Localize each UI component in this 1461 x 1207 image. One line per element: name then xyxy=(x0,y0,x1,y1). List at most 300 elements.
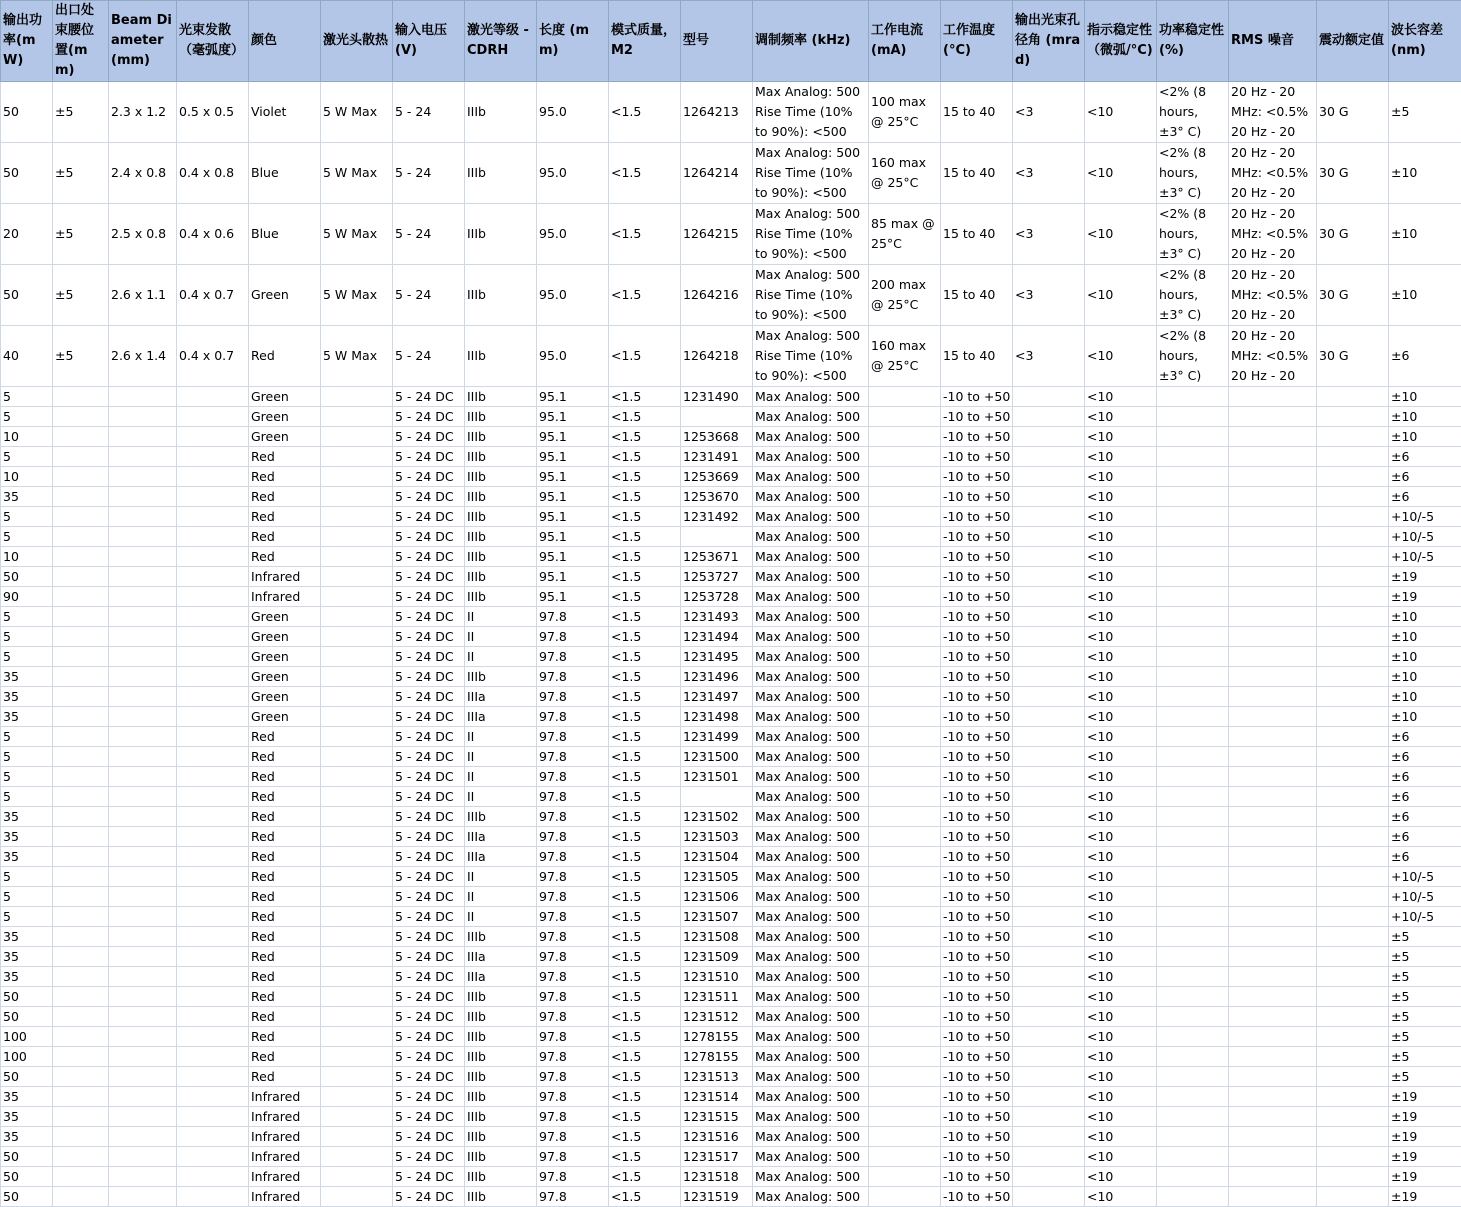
table-cell[interactable]: <1.5 xyxy=(609,867,681,887)
table-cell[interactable]: <10 xyxy=(1085,1067,1157,1087)
table-cell[interactable] xyxy=(1157,967,1229,987)
table-cell[interactable] xyxy=(1013,82,1085,143)
table-cell[interactable]: 5 - 24 DC xyxy=(393,827,465,847)
table-cell[interactable]: Green xyxy=(249,667,321,687)
table-cell[interactable]: 1231517 xyxy=(681,1147,753,1167)
table-cell[interactable]: ±5 xyxy=(1389,1067,1461,1087)
table-cell[interactable] xyxy=(53,887,109,907)
table-cell[interactable] xyxy=(1317,887,1389,907)
table-cell[interactable]: IIIb xyxy=(465,807,537,827)
table-cell[interactable]: Green xyxy=(249,607,321,627)
table-cell[interactable]: 5 - 24 DC xyxy=(393,647,465,667)
table-cell[interactable]: +10/-5 xyxy=(1389,507,1461,527)
table-cell[interactable]: Max Analog: 500 xyxy=(753,507,869,527)
table-cell[interactable] xyxy=(53,1087,109,1107)
column-header[interactable]: 激光等级 - CDRH xyxy=(465,1,537,82)
table-cell[interactable] xyxy=(321,265,393,326)
table-cell[interactable] xyxy=(1317,1187,1389,1207)
table-cell[interactable]: -10 to +50 xyxy=(941,987,1013,1007)
table-cell[interactable]: ±5 xyxy=(1389,927,1461,947)
table-cell[interactable] xyxy=(1157,807,1229,827)
table-cell[interactable] xyxy=(869,1107,941,1127)
table-cell[interactable]: 95.1 xyxy=(537,507,609,527)
table-cell[interactable]: ±5 xyxy=(1389,1007,1461,1027)
table-cell[interactable] xyxy=(1229,987,1317,1007)
table-cell[interactable] xyxy=(53,567,109,587)
table-cell[interactable] xyxy=(681,143,753,204)
table-cell[interactable] xyxy=(1317,326,1389,387)
table-cell[interactable]: <10 xyxy=(1085,807,1157,827)
table-cell[interactable] xyxy=(1157,867,1229,887)
table-cell[interactable] xyxy=(465,204,537,265)
table-cell[interactable]: 5 xyxy=(1,407,53,427)
table-cell[interactable]: <10 xyxy=(1085,1167,1157,1187)
table-cell[interactable] xyxy=(1013,1087,1085,1107)
table-cell[interactable]: 35 xyxy=(1,847,53,867)
table-cell[interactable]: 97.8 xyxy=(537,987,609,1007)
table-cell[interactable] xyxy=(1013,527,1085,547)
table-cell[interactable]: <1.5 xyxy=(609,787,681,807)
table-cell[interactable] xyxy=(1229,1187,1317,1207)
table-cell[interactable]: 1231510 xyxy=(681,967,753,987)
table-cell[interactable]: 5 - 24 DC xyxy=(393,1187,465,1207)
table-cell[interactable] xyxy=(177,667,249,687)
table-cell[interactable] xyxy=(537,204,609,265)
table-cell[interactable]: 35 xyxy=(1,667,53,687)
table-cell[interactable] xyxy=(1317,407,1389,427)
table-cell[interactable] xyxy=(1229,747,1317,767)
table-cell[interactable] xyxy=(1229,143,1317,204)
table-cell[interactable] xyxy=(869,907,941,927)
column-header[interactable]: 功率稳定性 (%) xyxy=(1157,1,1229,82)
table-cell[interactable] xyxy=(1157,627,1229,647)
table-cell[interactable]: Max Analog: 500 xyxy=(753,527,869,547)
table-cell[interactable]: -10 to +50 xyxy=(941,767,1013,787)
table-cell[interactable] xyxy=(321,947,393,967)
table-cell[interactable]: <1.5 xyxy=(609,507,681,527)
table-cell[interactable]: ±10 xyxy=(1389,627,1461,647)
table-cell[interactable] xyxy=(321,326,393,387)
table-cell[interactable] xyxy=(53,867,109,887)
table-cell[interactable] xyxy=(1317,967,1389,987)
table-cell[interactable]: 10 xyxy=(1,427,53,447)
table-cell[interactable] xyxy=(869,867,941,887)
table-cell[interactable] xyxy=(1013,587,1085,607)
table-cell[interactable] xyxy=(537,82,609,143)
table-cell[interactable] xyxy=(1013,1187,1085,1207)
table-cell[interactable] xyxy=(109,467,177,487)
table-cell[interactable] xyxy=(1085,265,1157,326)
table-cell[interactable]: 95.1 xyxy=(537,447,609,467)
table-cell[interactable] xyxy=(869,1087,941,1107)
table-cell[interactable]: ±6 xyxy=(1389,727,1461,747)
table-cell[interactable] xyxy=(1317,82,1389,143)
table-cell[interactable] xyxy=(53,987,109,1007)
table-cell[interactable]: 5 - 24 DC xyxy=(393,887,465,907)
table-cell[interactable]: IIIb xyxy=(465,1147,537,1167)
table-cell[interactable]: ±6 xyxy=(1389,487,1461,507)
table-cell[interactable] xyxy=(869,847,941,867)
table-cell[interactable]: 1231494 xyxy=(681,627,753,647)
table-cell[interactable] xyxy=(177,887,249,907)
table-cell[interactable]: Red xyxy=(249,927,321,947)
table-cell[interactable]: <10 xyxy=(1085,567,1157,587)
table-cell[interactable] xyxy=(1013,1107,1085,1127)
table-cell[interactable] xyxy=(53,326,109,387)
table-cell[interactable] xyxy=(1157,907,1229,927)
table-cell[interactable] xyxy=(1229,326,1317,387)
table-cell[interactable] xyxy=(53,1007,109,1027)
table-cell[interactable]: IIIb xyxy=(465,387,537,407)
table-cell[interactable]: ±19 xyxy=(1389,1147,1461,1167)
table-cell[interactable]: 35 xyxy=(1,807,53,827)
table-cell[interactable]: 100 xyxy=(1,1027,53,1047)
table-cell[interactable] xyxy=(1013,927,1085,947)
table-cell[interactable]: Max Analog: 500 xyxy=(753,907,869,927)
table-cell[interactable]: IIIb xyxy=(465,987,537,1007)
table-cell[interactable]: 50 xyxy=(1,567,53,587)
table-cell[interactable] xyxy=(53,427,109,447)
table-cell[interactable]: <10 xyxy=(1085,947,1157,967)
table-cell[interactable]: IIIb xyxy=(465,1167,537,1187)
table-cell[interactable]: 5 - 24 DC xyxy=(393,547,465,567)
table-cell[interactable]: <10 xyxy=(1085,587,1157,607)
table-cell[interactable]: 5 xyxy=(1,787,53,807)
table-cell[interactable] xyxy=(1013,687,1085,707)
table-cell[interactable]: 97.8 xyxy=(537,1187,609,1207)
table-cell[interactable]: ±6 xyxy=(1389,787,1461,807)
table-cell[interactable]: -10 to +50 xyxy=(941,1107,1013,1127)
table-cell[interactable] xyxy=(321,627,393,647)
table-cell[interactable]: IIIa xyxy=(465,947,537,967)
table-cell[interactable]: 1231503 xyxy=(681,827,753,847)
table-cell[interactable] xyxy=(681,265,753,326)
table-cell[interactable] xyxy=(321,727,393,747)
table-cell[interactable]: <1.5 xyxy=(609,687,681,707)
table-cell[interactable]: -10 to +50 xyxy=(941,1127,1013,1147)
table-cell[interactable]: <1.5 xyxy=(609,1107,681,1127)
table-cell[interactable] xyxy=(941,326,1013,387)
table-cell[interactable] xyxy=(53,707,109,727)
table-cell[interactable]: <1.5 xyxy=(609,1147,681,1167)
table-cell[interactable]: Max Analog: 500 xyxy=(753,647,869,667)
table-cell[interactable]: Max Analog: 500 xyxy=(753,1047,869,1067)
table-cell[interactable] xyxy=(1229,607,1317,627)
table-cell[interactable]: <1.5 xyxy=(609,407,681,427)
table-cell[interactable] xyxy=(109,507,177,527)
table-cell[interactable] xyxy=(1157,427,1229,447)
column-header[interactable]: 震动额定值 xyxy=(1317,1,1389,82)
table-cell[interactable] xyxy=(393,143,465,204)
table-cell[interactable]: Max Analog: 500 xyxy=(753,407,869,427)
table-cell[interactable] xyxy=(1317,204,1389,265)
table-cell[interactable] xyxy=(321,527,393,547)
table-cell[interactable]: 1231519 xyxy=(681,1187,753,1207)
table-cell[interactable] xyxy=(1157,487,1229,507)
table-cell[interactable]: ±10 xyxy=(1389,647,1461,667)
table-cell[interactable]: 95.1 xyxy=(537,547,609,567)
table-cell[interactable]: <1.5 xyxy=(609,727,681,747)
table-cell[interactable]: <1.5 xyxy=(609,887,681,907)
table-cell[interactable]: 1253669 xyxy=(681,467,753,487)
table-cell[interactable] xyxy=(1317,143,1389,204)
table-cell[interactable]: <1.5 xyxy=(609,1067,681,1087)
table-cell[interactable]: <1.5 xyxy=(609,1187,681,1207)
table-cell[interactable] xyxy=(869,787,941,807)
table-cell[interactable] xyxy=(109,204,177,265)
table-cell[interactable]: 5 xyxy=(1,627,53,647)
table-cell[interactable] xyxy=(321,687,393,707)
table-cell[interactable]: 97.8 xyxy=(537,847,609,867)
table-cell[interactable]: 35 xyxy=(1,1127,53,1147)
table-cell[interactable]: -10 to +50 xyxy=(941,707,1013,727)
table-cell[interactable]: 1231497 xyxy=(681,687,753,707)
table-cell[interactable]: 1231500 xyxy=(681,747,753,767)
table-cell[interactable] xyxy=(109,767,177,787)
table-cell[interactable] xyxy=(1157,767,1229,787)
table-cell[interactable]: 1231493 xyxy=(681,607,753,627)
table-cell[interactable] xyxy=(321,867,393,887)
table-cell[interactable] xyxy=(177,607,249,627)
table-cell[interactable] xyxy=(1013,1047,1085,1067)
table-cell[interactable] xyxy=(109,1107,177,1127)
table-cell[interactable] xyxy=(1013,427,1085,447)
table-cell[interactable] xyxy=(1,326,53,387)
table-cell[interactable]: IIIb xyxy=(465,447,537,467)
table-cell[interactable]: 35 xyxy=(1,1107,53,1127)
table-cell[interactable] xyxy=(1317,1007,1389,1027)
table-cell[interactable] xyxy=(177,687,249,707)
table-cell[interactable] xyxy=(177,787,249,807)
table-cell[interactable] xyxy=(1317,947,1389,967)
table-cell[interactable] xyxy=(109,587,177,607)
table-cell[interactable] xyxy=(869,947,941,967)
table-cell[interactable] xyxy=(1317,987,1389,1007)
table-cell[interactable] xyxy=(869,687,941,707)
table-cell[interactable]: <10 xyxy=(1085,387,1157,407)
table-cell[interactable] xyxy=(1317,567,1389,587)
table-cell[interactable] xyxy=(177,1007,249,1027)
table-cell[interactable] xyxy=(1229,947,1317,967)
table-cell[interactable]: 5 - 24 DC xyxy=(393,527,465,547)
table-cell[interactable]: +10/-5 xyxy=(1389,907,1461,927)
table-cell[interactable] xyxy=(681,326,753,387)
table-cell[interactable] xyxy=(1157,827,1229,847)
table-cell[interactable] xyxy=(869,265,941,326)
table-cell[interactable]: <1.5 xyxy=(609,1047,681,1067)
table-cell[interactable] xyxy=(321,647,393,667)
table-cell[interactable]: 5 - 24 DC xyxy=(393,1007,465,1027)
table-cell[interactable] xyxy=(53,747,109,767)
table-cell[interactable] xyxy=(53,1067,109,1087)
column-header[interactable]: 工作电流 (mA) xyxy=(869,1,941,82)
table-cell[interactable]: 97.8 xyxy=(537,1087,609,1107)
table-cell[interactable] xyxy=(1013,707,1085,727)
table-cell[interactable]: 50 xyxy=(1,1147,53,1167)
table-cell[interactable] xyxy=(869,1147,941,1167)
table-cell[interactable]: 10 xyxy=(1,467,53,487)
table-cell[interactable]: <1.5 xyxy=(609,967,681,987)
table-cell[interactable] xyxy=(869,82,941,143)
table-cell[interactable]: 97.8 xyxy=(537,807,609,827)
table-cell[interactable] xyxy=(1157,607,1229,627)
table-cell[interactable]: <10 xyxy=(1085,607,1157,627)
table-cell[interactable]: Red xyxy=(249,467,321,487)
table-cell[interactable]: 5 - 24 DC xyxy=(393,1147,465,1167)
table-cell[interactable] xyxy=(1317,747,1389,767)
table-cell[interactable] xyxy=(1317,527,1389,547)
table-cell[interactable]: IIIa xyxy=(465,967,537,987)
table-cell[interactable] xyxy=(321,587,393,607)
table-cell[interactable]: IIIb xyxy=(465,467,537,487)
table-cell[interactable] xyxy=(1013,567,1085,587)
table-cell[interactable] xyxy=(53,667,109,687)
table-cell[interactable]: -10 to +50 xyxy=(941,607,1013,627)
table-cell[interactable] xyxy=(321,547,393,567)
table-cell[interactable]: Max Analog: 500 xyxy=(753,447,869,467)
table-cell[interactable] xyxy=(53,82,109,143)
table-cell[interactable]: 5 - 24 DC xyxy=(393,467,465,487)
table-cell[interactable]: 1253727 xyxy=(681,567,753,587)
table-cell[interactable] xyxy=(1229,527,1317,547)
table-cell[interactable]: ±10 xyxy=(1389,387,1461,407)
table-cell[interactable]: 5 - 24 DC xyxy=(393,767,465,787)
table-cell[interactable]: ±6 xyxy=(1389,447,1461,467)
table-cell[interactable] xyxy=(109,567,177,587)
table-cell[interactable] xyxy=(537,265,609,326)
table-cell[interactable]: Infrared xyxy=(249,1187,321,1207)
table-cell[interactable]: 1253671 xyxy=(681,547,753,567)
table-cell[interactable]: <1.5 xyxy=(609,1007,681,1027)
table-cell[interactable]: <1.5 xyxy=(609,1087,681,1107)
table-cell[interactable] xyxy=(53,627,109,647)
table-cell[interactable]: <1.5 xyxy=(609,1127,681,1147)
table-cell[interactable]: Green xyxy=(249,647,321,667)
table-cell[interactable]: <10 xyxy=(1085,447,1157,467)
table-cell[interactable] xyxy=(1389,82,1461,143)
table-cell[interactable] xyxy=(393,204,465,265)
table-cell[interactable]: IIIb xyxy=(465,427,537,447)
table-cell[interactable]: ±19 xyxy=(1389,1107,1461,1127)
column-header[interactable]: 颜色 xyxy=(249,1,321,82)
table-cell[interactable] xyxy=(869,487,941,507)
table-cell[interactable] xyxy=(177,627,249,647)
table-cell[interactable]: II xyxy=(465,887,537,907)
table-cell[interactable] xyxy=(869,527,941,547)
table-cell[interactable] xyxy=(321,567,393,587)
table-cell[interactable]: -10 to +50 xyxy=(941,1147,1013,1167)
table-cell[interactable] xyxy=(1229,507,1317,527)
table-cell[interactable]: 97.8 xyxy=(537,727,609,747)
table-cell[interactable]: 1231499 xyxy=(681,727,753,747)
table-cell[interactable]: -10 to +50 xyxy=(941,387,1013,407)
table-cell[interactable] xyxy=(869,667,941,687)
table-cell[interactable] xyxy=(1157,847,1229,867)
table-cell[interactable] xyxy=(1229,927,1317,947)
table-cell[interactable]: 5 - 24 DC xyxy=(393,1107,465,1127)
table-cell[interactable]: -10 to +50 xyxy=(941,807,1013,827)
table-cell[interactable]: 35 xyxy=(1,967,53,987)
table-cell[interactable] xyxy=(109,627,177,647)
table-cell[interactable]: 35 xyxy=(1,1087,53,1107)
table-cell[interactable] xyxy=(1157,1127,1229,1147)
table-cell[interactable]: Max Analog: 500 xyxy=(753,807,869,827)
table-cell[interactable] xyxy=(1229,867,1317,887)
table-cell[interactable]: <1.5 xyxy=(609,547,681,567)
table-cell[interactable]: 1231507 xyxy=(681,907,753,927)
table-cell[interactable]: II xyxy=(465,607,537,627)
table-cell[interactable]: Red xyxy=(249,1067,321,1087)
table-cell[interactable] xyxy=(321,747,393,767)
table-cell[interactable]: <1.5 xyxy=(609,527,681,547)
table-cell[interactable] xyxy=(1317,847,1389,867)
table-cell[interactable] xyxy=(321,1187,393,1207)
table-cell[interactable] xyxy=(869,326,941,387)
table-cell[interactable]: ±19 xyxy=(1389,1187,1461,1207)
table-cell[interactable] xyxy=(869,707,941,727)
table-cell[interactable] xyxy=(1317,587,1389,607)
table-cell[interactable] xyxy=(1,204,53,265)
table-cell[interactable] xyxy=(109,1087,177,1107)
column-header[interactable]: 输入电压(V) xyxy=(393,1,465,82)
table-cell[interactable]: 5 - 24 DC xyxy=(393,427,465,447)
table-cell[interactable]: ±6 xyxy=(1389,827,1461,847)
table-cell[interactable] xyxy=(177,447,249,467)
table-cell[interactable] xyxy=(53,1047,109,1067)
table-cell[interactable] xyxy=(321,467,393,487)
table-cell[interactable]: <1.5 xyxy=(609,847,681,867)
table-cell[interactable]: <1.5 xyxy=(609,987,681,1007)
table-cell[interactable] xyxy=(1157,143,1229,204)
column-header[interactable]: 长度 (mm) xyxy=(537,1,609,82)
table-cell[interactable]: Red xyxy=(249,787,321,807)
table-cell[interactable]: IIIb xyxy=(465,1187,537,1207)
table-cell[interactable]: ±10 xyxy=(1389,707,1461,727)
table-cell[interactable]: 5 - 24 DC xyxy=(393,607,465,627)
table-cell[interactable] xyxy=(869,1067,941,1087)
table-cell[interactable]: <10 xyxy=(1085,767,1157,787)
table-cell[interactable]: -10 to +50 xyxy=(941,447,1013,467)
column-header[interactable]: 激光头散热 xyxy=(321,1,393,82)
table-cell[interactable] xyxy=(869,507,941,527)
table-cell[interactable] xyxy=(1013,265,1085,326)
table-cell[interactable]: Red xyxy=(249,727,321,747)
table-cell[interactable] xyxy=(109,1007,177,1027)
table-cell[interactable] xyxy=(1157,326,1229,387)
table-cell[interactable]: +10/-5 xyxy=(1389,887,1461,907)
table-cell[interactable]: <1.5 xyxy=(609,607,681,627)
table-cell[interactable]: 5 - 24 DC xyxy=(393,1087,465,1107)
table-cell[interactable]: -10 to +50 xyxy=(941,787,1013,807)
table-cell[interactable]: <10 xyxy=(1085,667,1157,687)
table-cell[interactable] xyxy=(1157,667,1229,687)
table-cell[interactable] xyxy=(1317,265,1389,326)
table-cell[interactable]: Max Analog: 500 xyxy=(753,767,869,787)
table-cell[interactable]: Max Analog: 500 xyxy=(753,787,869,807)
table-cell[interactable] xyxy=(869,767,941,787)
table-cell[interactable] xyxy=(1317,867,1389,887)
table-cell[interactable]: -10 to +50 xyxy=(941,1027,1013,1047)
table-cell[interactable]: ±5 xyxy=(1389,1047,1461,1067)
table-cell[interactable] xyxy=(109,82,177,143)
table-cell[interactable]: <10 xyxy=(1085,627,1157,647)
table-cell[interactable] xyxy=(753,143,869,204)
table-cell[interactable]: 97.8 xyxy=(537,1007,609,1027)
table-cell[interactable] xyxy=(869,1007,941,1027)
table-cell[interactable]: 95.1 xyxy=(537,387,609,407)
table-cell[interactable]: Max Analog: 500 xyxy=(753,567,869,587)
table-cell[interactable] xyxy=(869,627,941,647)
